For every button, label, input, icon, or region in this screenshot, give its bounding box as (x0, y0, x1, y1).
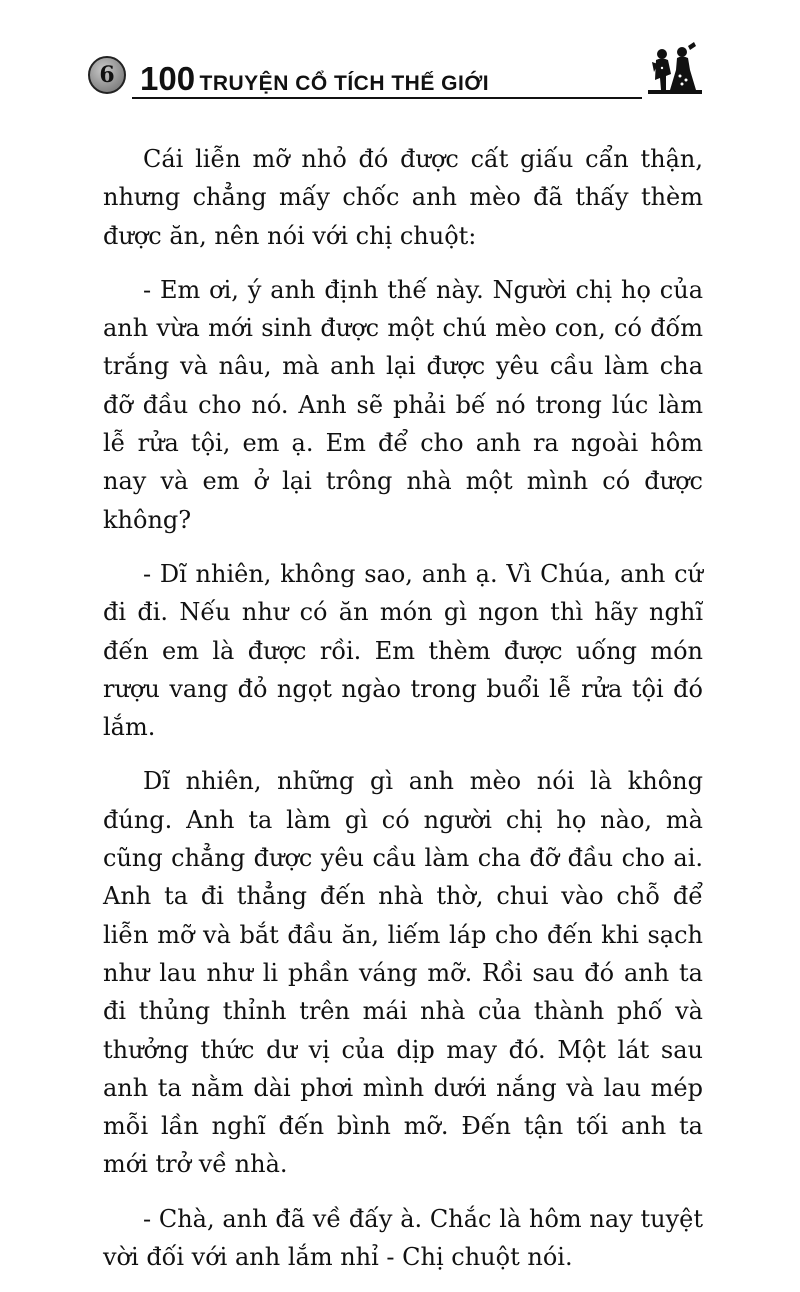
body-text (103, 140, 703, 1292)
header-divider (132, 97, 642, 99)
paragraph: - Chà, anh đã về đấy à. Chắc là hôm nay tuyệt vời đối với anh lắm nhỉ - Chị chuột nói. (103, 1204, 703, 1272)
book-title-number: 100 (140, 60, 196, 97)
page-header (88, 50, 700, 106)
paragraph: Cái liễn mỡ nhỏ đó được cất giấu cẩn thận, nhưng chẳng mấy chốc anh mèo đã thấy thèm được ăn, nên nói với chị chuột: (103, 145, 703, 250)
book-title-text: TRUYỆN CỔ TÍCH THẾ GIỚI (199, 72, 490, 95)
storybook-figures-icon (644, 40, 704, 100)
book-title (140, 60, 489, 98)
paragraph: - Em ơi, ý anh định thế này. Người chị họ của anh vừa mới sinh được một chú mèo con, có đốm trắng và nâu, mà anh lại được yêu cầu làm cha đỡ đầu cho nó. Anh sẽ phải bế nó trong lúc làm lễ rửa tội, em ạ. Em để cho anh ra ngoài hôm nay và em ở lại trông nhà một mình có được không? (103, 275, 703, 534)
paragraph: Dĩ nhiên, những gì anh mèo nói là không đúng. Anh ta làm gì có người chị họ nào, mà cũng chẳng được yêu cầu làm cha đỡ đầu cho ai. Anh ta đi thẳng đến nhà thờ, chui vào chỗ để liễn mỡ và bắt đầu ăn, liếm láp cho đến khi sạch như lau như li phần váng mỡ. Rồi sau đó anh ta đi thủng thỉnh trên mái nhà của thành phố và thưởng thức dư vị của dịp may đó. Một lát sau anh ta nằm dài phơi mình dưới nắng và lau mép mỗi lần nghĩ đến bình mỡ. Đến tận tối anh ta mới trở về nhà. (103, 767, 703, 1179)
page-number: 6 (88, 56, 126, 94)
paragraph: - Dĩ nhiên, không sao, anh ạ. Vì Chúa, anh cứ đi đi. Nếu như có ăn món gì ngon thì hãy nghĩ đến em là được rồi. Em thèm được uống món rượu vang đỏ ngọt ngào trong buổi lễ rửa tội đó lắm. (103, 559, 703, 742)
